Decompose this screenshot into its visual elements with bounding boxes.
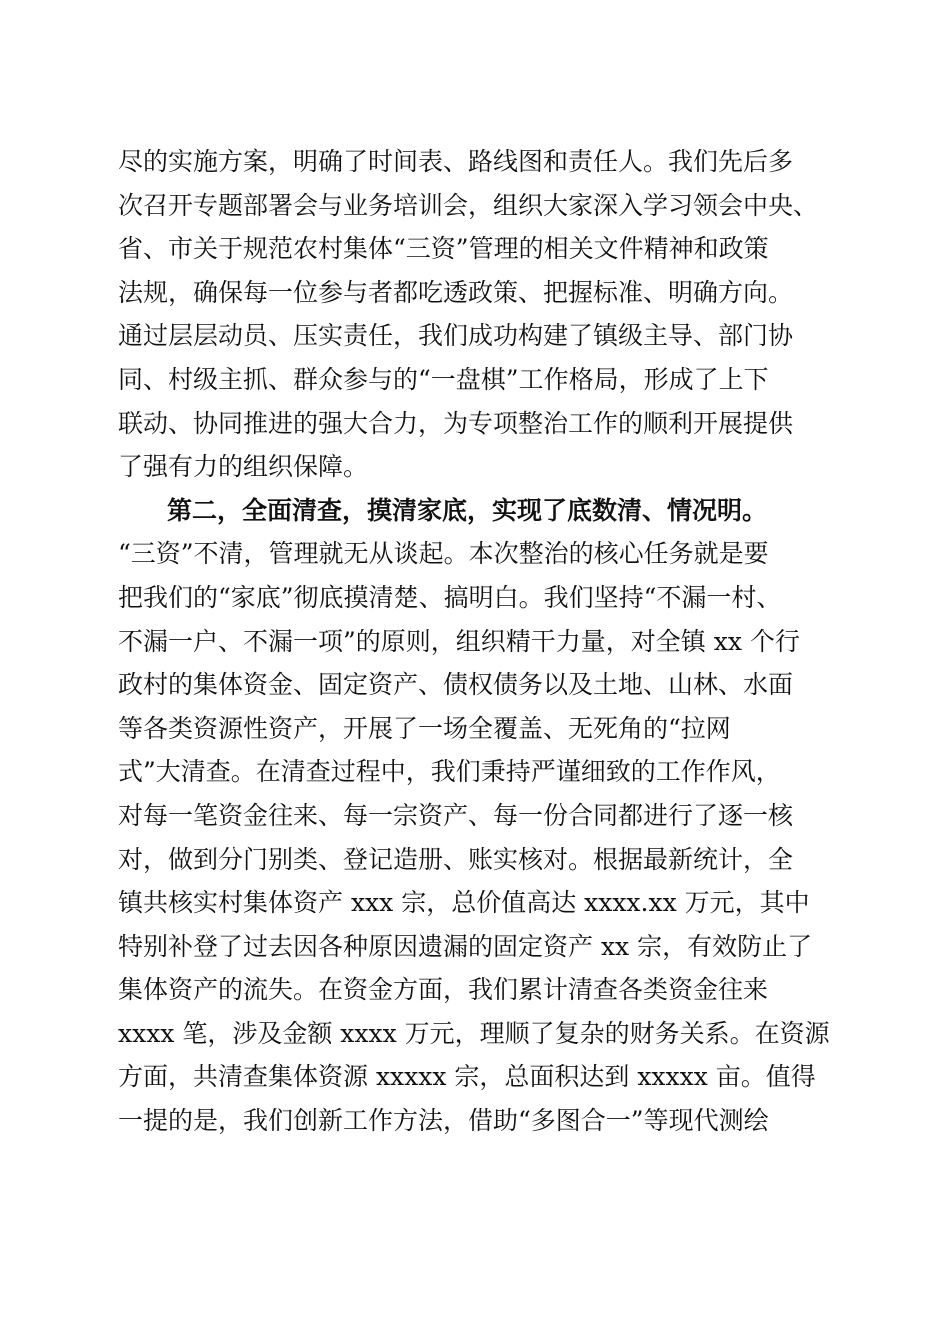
section-heading: 第二，全面清查，摸清家底，实现了底数清、情况明。: [167, 495, 768, 525]
text-line-content: 把我们的“家底”彻底摸清楚、搞明白。我们坚持“不漏一村、: [118, 582, 782, 612]
text-line: [118, 576, 838, 620]
text-line-content: 同、村级主抓、群众参与的“一盘棋”工作格局，形成了上下: [118, 364, 769, 394]
text-line-content: 式”大清查。在清查过程中，我们秉持严谨细致的工作作风，: [118, 757, 781, 787]
text-line-content: 不漏一户、不漏一项”的原则，组织精干力量，对全镇 xx 个行: [118, 626, 800, 656]
text-line-content: 联动、协同推进的强大合力，为专项整治工作的顺利开展提供: [118, 408, 794, 438]
text-line-content: 镇共核实村集体资产 xxx 宗，总价值高达 xxxx.xx 万元，其中: [118, 888, 810, 918]
text-line: [118, 707, 838, 751]
text-line-content: 一提的是，我们创新工作方法，借助“多图合一”等现代测绘: [118, 1106, 769, 1136]
text-line-content: 对，做到分门别类、登记造册、账实核对。根据最新统计，全: [118, 844, 794, 874]
text-line: [118, 1055, 838, 1099]
text-line: [118, 227, 838, 271]
text-line-content: 了强有力的组织保障。: [118, 452, 369, 482]
document-body: [118, 140, 838, 1143]
text-line-content: 等各类资源性资产，开展了一场全覆盖、无死角的“拉网: [118, 713, 731, 743]
text-line-content: 法规，确保每一位参与者都吃透政策、把握标准、明确方向。: [118, 277, 794, 307]
text-line: [118, 794, 838, 838]
text-line: [118, 532, 838, 576]
text-line-content: xxxx 笔，涉及金额 xxxx 万元，理顺了复杂的财务关系。在资源: [118, 1018, 830, 1048]
text-line: [118, 838, 838, 882]
text-line-content: 次召开专题部署会与业务培训会，组织大家深入学习领会中央、: [118, 190, 819, 220]
text-line-content: 对每一笔资金往来、每一宗资产、每一份合同都进行了逐一核: [118, 800, 794, 830]
text-line: [118, 881, 838, 925]
text-line-content: 政村的集体资金、固定资产、债权债务以及土地、山林、水面: [118, 670, 794, 700]
text-line: [118, 925, 838, 969]
text-line: [118, 140, 838, 184]
text-line: [118, 1099, 838, 1143]
text-line: [118, 620, 838, 664]
text-line: [118, 968, 838, 1012]
text-line-content: 集体资产的流失。在资金方面，我们累计清查各类资金往来: [118, 975, 769, 1005]
text-line-content: 通过层层动员、压实责任，我们成功构建了镇级主导、部门协: [118, 321, 794, 351]
text-line: [118, 314, 838, 358]
text-line-content: 特别补登了过去因各种原因遗漏的固定资产 xx 宗，有效防止了: [118, 931, 813, 961]
text-line: [118, 1012, 838, 1056]
text-line: [118, 271, 838, 315]
text-line: [118, 445, 838, 489]
text-line-content: 尽的实施方案，明确了时间表、路线图和责任人。我们先后多: [118, 147, 794, 176]
text-line-content: 方面，共清查集体资源 xxxxx 宗，总面积达到 xxxxx 亩。值得: [118, 1062, 816, 1092]
text-line: [118, 663, 838, 707]
section-heading-line: [118, 489, 838, 533]
text-line: [118, 358, 838, 402]
text-line-content: “三资”不清，管理就无从谈起。本次整治的核心任务就是要: [118, 539, 769, 569]
text-line: [118, 750, 838, 794]
text-line: [118, 184, 838, 228]
text-line-content: 省、市关于规范农村集体“三资”管理的相关文件精神和政策: [118, 234, 769, 264]
text-line: [118, 402, 838, 446]
